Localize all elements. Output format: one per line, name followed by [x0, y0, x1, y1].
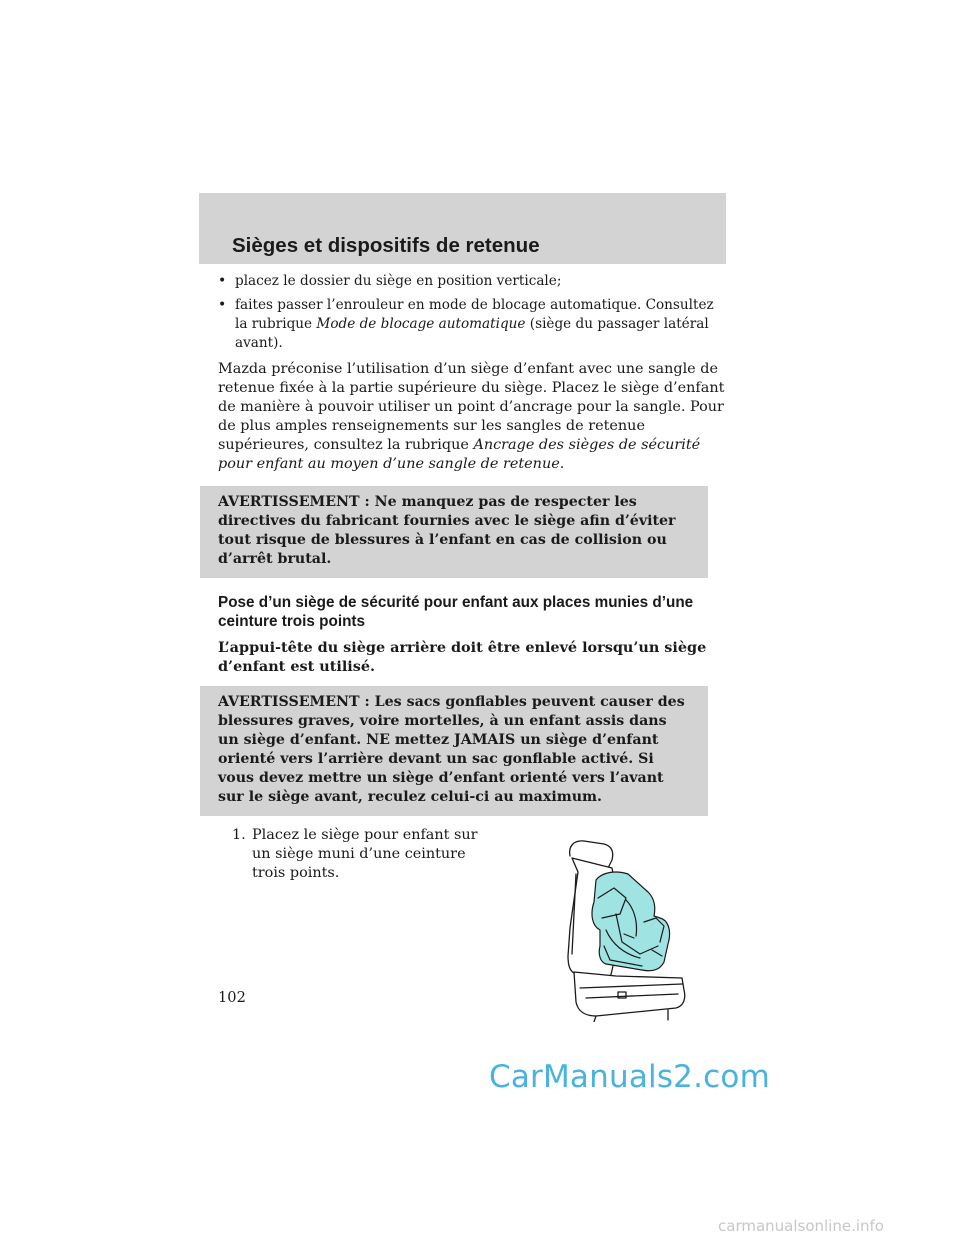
bullet-dot: • [218, 273, 227, 289]
bullet-item [218, 272, 726, 291]
step-text: Placez le siège pour enfant sur un siège muni d’une ceinture trois points. [252, 827, 478, 881]
bullet-text: faites passer l’enrouleur en mode de blocage automatique. Consultez la rubrique [235, 297, 714, 332]
paragraph-text: Mazda préconise l’utilisation d’un siège d’enfant avec une sangle de retenue fixée à la partie supérieure du siège. Placez le siège d’enfant de manière à pouvoir utiliser un point d’ancrage pour la sangle. Pour de plus amples renseignements sur les sangles de retenue supérieures, consultez la rubrique [218, 361, 725, 453]
warning-box-airbag [200, 686, 708, 816]
bullet-list [218, 272, 726, 353]
step-number: 1. [232, 827, 246, 843]
child-seat-shell [592, 872, 670, 971]
warning-text: AVERTISSEMENT : Les sacs gonflables peuvent causer des blessures graves, voire mortelles, à un enfant assis dans un siège d’enfant. NE mettez JAMAIS un siège d’enfant orienté vers l’arrière devant un sac gonflable activé. Si vous devez mettre un siège d’enfant orienté vers l’avant sur le siège avant, reculez celui-ci au maximum. [218, 694, 685, 805]
body-paragraph [218, 360, 726, 474]
bullet-reference: Mode de blocage automatique [316, 316, 526, 332]
warning-text: AVERTISSEMENT : Ne manquez pas de respecter les directives du fabricant fournies avec le siège afin d’éviter tout risque de blessures à l’enfant en cas de collision ou d’arrêt brutal. [218, 494, 676, 567]
footer-watermark: carmanualsonline.info [718, 1217, 884, 1235]
paragraph-reference: Ancrage des sièges de sécurité pour enfant au moyen d’une sangle de retenue [218, 437, 701, 472]
bullet-dot: • [218, 297, 227, 313]
bullet-text: placez le dossier du siège en position verticale; [235, 273, 562, 289]
warning-box [200, 486, 708, 578]
header-band [199, 193, 726, 264]
step-1 [232, 826, 500, 883]
watermark-logo: CarManuals2.com [489, 1059, 770, 1095]
paragraph-end: . [559, 456, 565, 472]
step-row [218, 826, 726, 1026]
bullet-text-end: (siège du passager latéral avant). [235, 316, 709, 351]
page-content [218, 272, 726, 1026]
page-number: 102 [218, 989, 246, 1006]
bullet-item [218, 296, 726, 353]
bold-note: L’appui-tête du siège arrière doit être enlevé lorsqu’un siège d’enfant est utilisé. [218, 639, 707, 675]
section-title: Sièges et dispositifs de retenue [232, 234, 540, 257]
section-heading: Pose d’un siège de sécurité pour enfant aux places munies d’une ceinture trois points [218, 594, 694, 630]
child-seat-illustration [556, 838, 688, 1022]
